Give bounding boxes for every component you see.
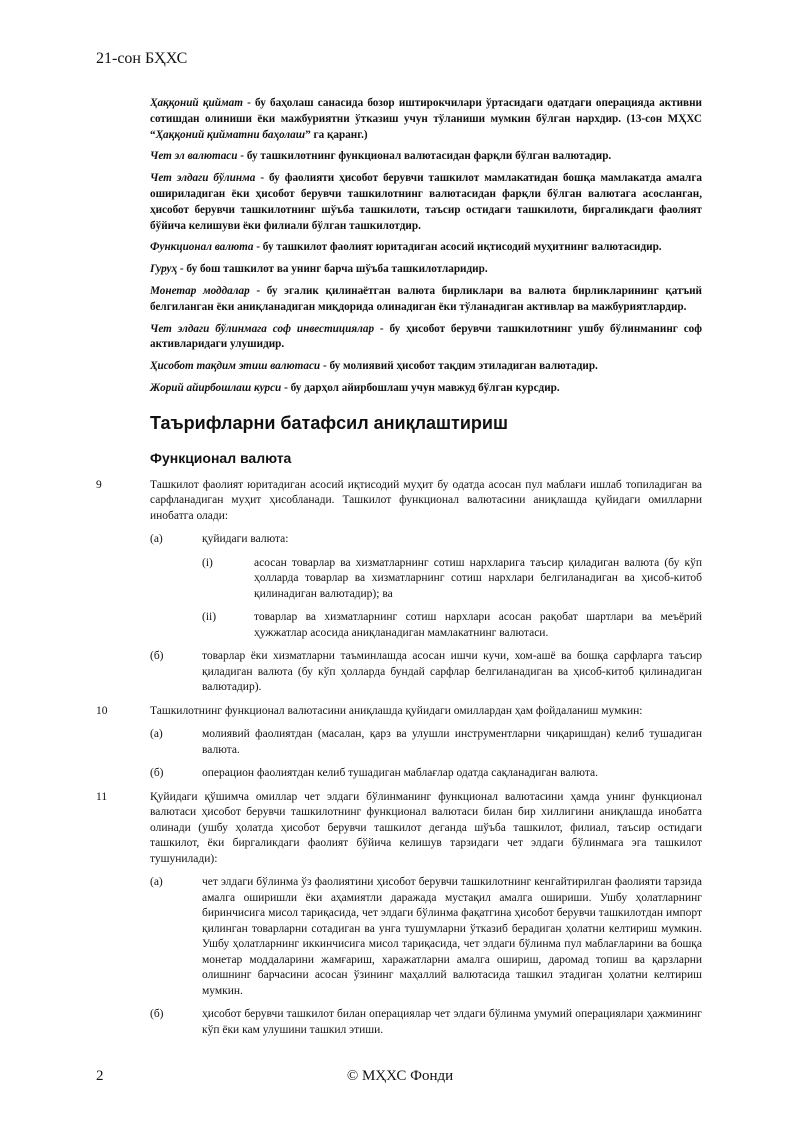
definition-foreign-operation: [150, 171, 702, 234]
item-label: (б): [150, 1008, 164, 1021]
definition-text: - бу дарҳол айирбошлаш учун мавжуд бўлган курсдир.: [281, 381, 560, 394]
definition-text: - бу ҳисобот берувчи ташкилотнинг ушбу бўлинманинг соф активларидаги улушидир.: [150, 322, 703, 351]
definition-reference: Ҳаққоний қийматни баҳолаш: [155, 128, 306, 141]
item-label: (а): [150, 533, 163, 546]
paragraph-number: 9: [96, 478, 102, 491]
definition-term: Ҳаққоний қиймат: [150, 97, 243, 109]
section-heading: Таърифларни батафсил аниқлаштириш: [150, 412, 508, 433]
paragraph-text: Ташкилот фаолият юритадиган асосий иқтисодий муҳит бу одатда асосан пул маблағи ишлаб топиладиган ва сарфланадиган муҳит ҳисобланади. Ташкилот функционал валютасини аниқлашда қуйидаги омилларни инобатга олади:: [150, 478, 702, 522]
item-text: чет элдаги бўлинма ўз фаолиятини ҳисобот берувчи ташкилотнинг кенгайтирилган фаолияти тарзида амалга оширишли ёки аҳамиятли даражада мустақил амалга ошириши. Ушбу ҳолатларнинг биринчисига мисол тариқасида, чет элдаги бўлинма фақатгина ҳисобот берувчи ташкилотдан импорт қилинган товарларни сотадиган ва унга тушумларни ўтказиб берадиган ҳолатни келтириш мумкин. Ушбу ҳолатларнинг иккинчисига мисол тариқасида, чет элдаги бўлинма пул маблағларини ва бошқа монетар моддаларини жамғариш, харажатларни амалга ошириш, даромад топиш ва қарзларни олишнинг барчасини асосан ўзининг маҳаллий валютасида ташкил этадиган ҳолатни келтириш мумкин.: [202, 876, 702, 997]
definition-group: [150, 262, 702, 278]
definition-text: - бу ташкилот фаолият юритадиган асосий иқтисодий муҳитнинг валютасидир.: [253, 241, 662, 254]
definition-foreign-currency: [150, 149, 702, 165]
definition-text: - бу ташкилотнинг функционал валютасидан фарқли бўлган валютадир.: [237, 150, 612, 163]
definition-term: Чет элдаги бўлинма: [150, 172, 256, 185]
page-number: 2: [96, 1068, 104, 1084]
paragraph-text: Қуйидаги қўшимча омиллар чет элдаги бўлинманинг функционал валютасини ҳамда унинг функционал валютаси ҳисобот берувчи ташкилотнинг функционал валютаси билан бир хиллигини аниқлашда инобатга олинади (ушбу ҳолатда ҳисобот берувчи ташкилот деганда шўъба ташкилот, филиал, таъсир остидаги ташкилот, ёки биргаликдаги фаолият бўйича келишув тарзидаги чет элдаги бўлинмага эга ташкилот тушунилади):: [150, 790, 702, 865]
list-item: [150, 766, 702, 782]
paragraph-number: 10: [96, 704, 108, 717]
item-text: операцион фаолиятдан келиб тушадиган маблағлар одатда сақланадиган валюта.: [202, 767, 598, 780]
list-item: [150, 532, 702, 548]
item-text: ҳисобот берувчи ташкилот билан операциялар чет элдаги бўлинма умумий операциялари ҳажмининг кўп ёки кам улушини ташкил этиши.: [202, 1008, 702, 1036]
definition-presentation-currency: [150, 359, 702, 375]
paragraph-11: [96, 790, 702, 868]
definition-spot-rate: [150, 381, 702, 397]
running-header: 21-сон БҲХС: [96, 50, 188, 67]
sub-item-text: асосан товарлар ва хизматларнинг сотиш нархларига таъсир қиладиган валюта (бу кўп ҳолларда товарлар ва хизматларнинг сотиш нархлари белгиланадиган ва ҳисоб-китоб қилинадиган валютадир); ва: [254, 556, 702, 600]
item-label: (б): [150, 767, 164, 780]
definition-monetary-items: [150, 284, 702, 316]
list-item: [150, 1007, 702, 1038]
footer-copyright: © МҲХС Фонди: [346, 1068, 454, 1084]
paragraph-9: [96, 478, 702, 525]
definition-term: Гуруҳ: [150, 263, 178, 276]
item-label: (а): [150, 728, 163, 741]
item-label: (а): [150, 876, 163, 889]
definition-text: - бу баҳолаш санасида бозор иштирокчилари ўртасидаги одатдаги операцияда активни сотишдан олиниши ёки мажбуриятни ўтказиш учун тўланиши мумкин бўлган нархдир. (13-сон МҲХС “: [150, 97, 702, 141]
definition-term: Ҳисобот тақдим этиш валютаси: [150, 360, 321, 373]
definition-text: - бу молиявий ҳисобот тақдим этиладиган валютадир.: [320, 360, 598, 373]
definition-term: Чет элдаги бўлинмага соф инвестициялар: [150, 322, 375, 335]
sub-item-label: (i): [202, 556, 213, 569]
paragraph-10-items: [150, 727, 702, 782]
definition-term: Монетар моддалар: [150, 284, 250, 297]
sub-item-text: товарлар ва хизматларнинг сотиш нархлари асосан рақобат шартлари ва меъёрий ҳужжатлар асосида аниқланадиган мамлакатнинг валютаси.: [254, 611, 702, 639]
item-text: молиявий фаолиятдан (масалан, қарз ва улушли инструментларни чиқаришдан) келиб тушадиган валюта.: [202, 728, 702, 756]
list-item: [150, 649, 702, 696]
definitions-list: [150, 96, 702, 397]
sub-list-item: [202, 556, 702, 603]
definition-term: Функционал валюта: [150, 241, 254, 254]
paragraph-text: Ташкилотнинг функционал валютасини аниқлашда қуйидаги омиллардан ҳам фойдаланиш мумкин:: [150, 704, 643, 717]
definition-text: - бу эгалик қилинаётган валюта бирликлари ва валюта бирликларининг қатъий белгиланган ёки аниқланадиган миқдорида олинадиган ёки тўланадиган активлар ва мажбуриятлардир.: [150, 284, 702, 313]
definition-text: - бу бош ташкилот ва унинг барча шўъба ташкилотларидир.: [177, 263, 488, 276]
paragraph-11-items: [150, 875, 702, 1038]
definition-functional-currency: [150, 240, 702, 256]
section-subheading: Функционал валюта: [150, 449, 292, 466]
page-content: [96, 96, 702, 1046]
item-text: қуйидаги валюта:: [202, 533, 289, 546]
sub-items: [202, 556, 702, 642]
item-text: товарлар ёки хизматларни таъминлашда асосан ишчи кучи, хом-ашё ва бошқа сарфларга таъсир қиладиган валюта (бу кўп ҳолларда бундай сарфлар белгиланадиган ва ҳисоб-китоб қилинадиган валютадир).: [202, 650, 702, 694]
definition-term: Чет эл валютаси: [150, 150, 238, 163]
definition-text: - бу фаолияти ҳисобот берувчи ташкилот мамлакатидан бошқа мамлакатда амалга ошириладиган ёки ҳисобот берувчи ташкилотнинг валютасидан фарқли бўлган валютага асосланган, ҳисобот берувчи ташкилотнинг шўъба ташкилоти, таъсир остидаги ташкилоти, биргаликдаги фаолият бўйича келишуви ёки филиали бўлган ташкилотдир.: [150, 172, 702, 232]
item-label: (б): [150, 650, 164, 663]
sub-list-item: [202, 610, 702, 641]
definition-net-investment: [150, 322, 702, 354]
paragraph-9-items: [150, 532, 702, 696]
definition-fair-value: [150, 96, 702, 143]
definition-text-tail: ” га қаранг.): [305, 128, 368, 141]
list-item: [150, 727, 702, 758]
sub-item-label: (ii): [202, 611, 217, 624]
definition-term: Жорий айирбошлаш курси: [150, 381, 282, 394]
paragraph-10: [96, 704, 702, 720]
paragraph-number: 11: [96, 790, 108, 803]
list-item: [150, 875, 702, 999]
